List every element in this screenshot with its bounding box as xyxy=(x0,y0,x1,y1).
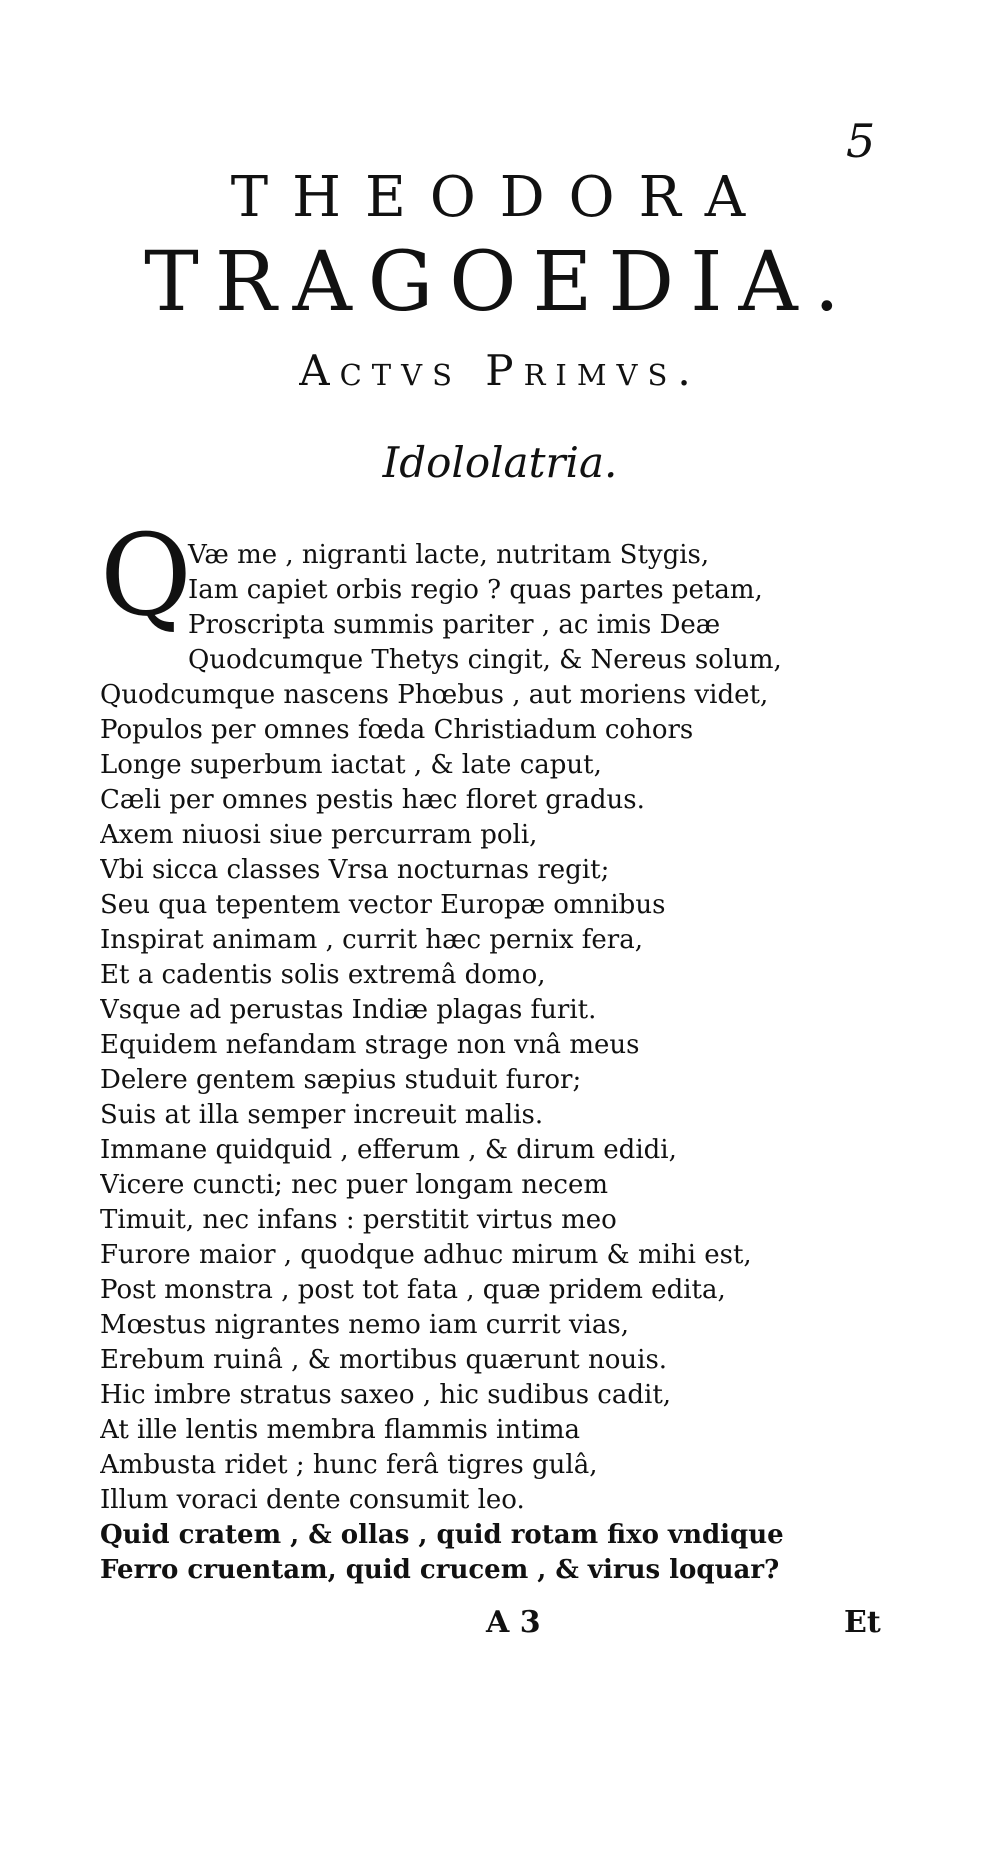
verse-line: Ambusta ridet ; hunc ferâ tigres gulâ, xyxy=(100,1450,598,1480)
verse-line: Delere gentem sæpius studuit furor; xyxy=(100,1065,582,1095)
verse-line: Furore maior , quodque adhuc mirum & mihi est, xyxy=(100,1240,752,1270)
verse-line: Seu qua tepentem vector Europæ omnibus xyxy=(100,890,666,920)
title-line-2: TRAGOEDIA. xyxy=(144,235,856,330)
verse-line: Longe superbum iactat , & late caput, xyxy=(100,750,602,780)
title-line-1: THEODORA xyxy=(230,165,770,230)
signature-mark: A 3 xyxy=(486,1605,541,1640)
verse-line: Quodcumque nascens Phœbus , aut moriens videt, xyxy=(100,680,769,710)
verse-line: Proscripta summis pariter , ac imis Deæ xyxy=(188,610,721,640)
verse-line: Suis at illa semper increuit malis. xyxy=(100,1100,544,1130)
verse-line: At ille lentis membra flammis intima xyxy=(100,1415,581,1445)
verse-line: Inspirat animam , currit hæc pernix fera, xyxy=(100,925,643,955)
verse-line: Ferro cruentam, quid crucem , & virus loquar? xyxy=(100,1555,780,1585)
verse-line: Hic imbre stratus saxeo , hic sudibus cadit, xyxy=(100,1380,672,1410)
act-heading: Actvs Primvs. xyxy=(299,346,701,395)
verse-line: Vsque ad perustas Indiæ plagas furit. xyxy=(100,995,597,1025)
verse-line: Axem niuosi siue percurram poli, xyxy=(100,820,538,850)
verse-line: Timuit, nec infans : perstitit virtus meo xyxy=(100,1205,617,1235)
verse-line: Iam capiet orbis regio ? quas partes petam, xyxy=(188,575,763,605)
verse-line: Quid cratem , & ollas , quid rotam fixo vndique xyxy=(100,1520,784,1550)
verse-line: Et a cadentis solis extremâ domo, xyxy=(100,960,546,990)
catchword: Et xyxy=(844,1605,881,1640)
verse-line: Vicere cuncti; nec puer longam necem xyxy=(100,1170,609,1200)
verse-line: Væ me , nigranti lacte, nutritam Stygis, xyxy=(188,540,710,570)
verse-line: Populos per omnes fœda Christiadum cohors xyxy=(100,715,694,745)
verse-block xyxy=(100,538,900,1588)
drop-cap: Q xyxy=(100,511,192,641)
verse-line: Illum voraci dente consumit leo. xyxy=(100,1485,525,1515)
verse-line: Post monstra , post tot fata , quæ pridem edita, xyxy=(100,1275,726,1305)
verse-line: Quodcumque Thetys cingit, & Nereus solum, xyxy=(188,645,782,675)
verse-line: Mœstus nigrantes nemo iam currit vias, xyxy=(100,1310,630,1340)
verse-line: Erebum ruinâ , & mortibus quærunt nouis. xyxy=(100,1345,668,1375)
page-number: 5 xyxy=(846,114,876,168)
verse-line: Cæli per omnes pestis hæc floret gradus. xyxy=(100,785,645,815)
verse-line: Equidem nefandam strage non vnâ meus xyxy=(100,1030,640,1060)
verse-line: Immane quidquid , efferum , & dirum edidi, xyxy=(100,1135,677,1165)
character-name: Idololatria. xyxy=(382,438,618,487)
verse-line: Vbi sicca classes Vrsa nocturnas regit; xyxy=(100,855,610,885)
